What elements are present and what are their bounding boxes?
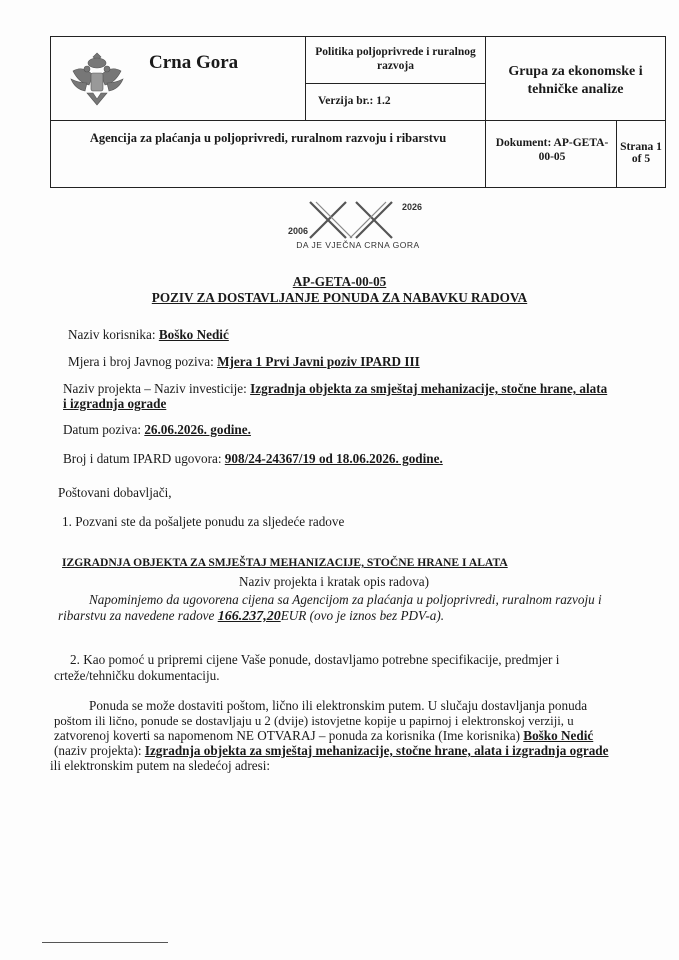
measure-value: Mjera 1 Prvi Javni poziv IPARD III <box>217 354 420 369</box>
p3-line3-text: zatvorenoj koverti sa napomenom NE OTVARAJ – ponuda za korisnika (Ime korisnika) <box>54 728 520 743</box>
header-version-cell <box>306 84 486 121</box>
note-line2-pre: ribarstvu za navedene radove <box>58 608 215 623</box>
header-table <box>50 36 666 188</box>
contract-label: Broj i datum IPARD ugovora: <box>63 451 222 466</box>
date-field <box>63 422 251 438</box>
item2-line2: crteže/tehničku dokumentaciju. <box>54 668 220 683</box>
montenegro-coat-of-arms-icon <box>65 49 129 111</box>
contract-field <box>63 451 443 467</box>
header-country-cell <box>51 37 306 121</box>
p3-user: Boško Nedić <box>523 728 594 743</box>
project-value-line2: i izgradnja ograde <box>63 396 167 411</box>
p3-line4-pre: (naziv projekta): <box>54 743 142 758</box>
note-line2 <box>58 608 444 625</box>
header-page-cell <box>617 121 665 187</box>
document-code: AP-GETA-00-05 <box>292 274 387 289</box>
greeting: Poštovani dobavljači, <box>58 485 172 500</box>
contract-value: 908/24-24367/19 od 18.06.2026. godine. <box>224 451 443 466</box>
group-label: Grupa za ekonomske i tehničke analize <box>508 64 643 97</box>
country-name: Crna Gora <box>149 52 239 73</box>
works-title: IZGRADNJA OBJEKTA ZA SMJEŠTAJ MEHANIZACIJE, STOČNE HRANE I ALATA <box>62 556 508 569</box>
item2-line1: 2. Kao pomoć u pripremi cijene Vaše ponude, dostavljamo potrebne specifikacije, predmjer i <box>70 652 560 667</box>
agency-label: Agencija za plaćanja u poljoprivredi, ruralnom razvoju i ribarstvu <box>89 131 447 145</box>
document-id-label: Dokument: AP-GETA-00-05 <box>495 137 609 163</box>
date-value: 26.06.2026. godine. <box>144 422 251 437</box>
p3-line2: poštom ili lično, ponude se dostavljaju u 2 (dvije) istovjetne kopije u papirnoj i elektronskoj verziji, u <box>54 714 574 728</box>
project-value-line1: Izgradnja objekta za smještaj mehanizacije, stočne hrane, alata <box>250 381 608 396</box>
header-agency-cell <box>51 121 486 187</box>
p3-project: Izgradnja objekta za smještaj mehanizacije, stočne hrane, alata i izgradnja ograde <box>144 743 609 758</box>
p3-line3 <box>54 728 593 744</box>
header-group-cell <box>486 37 665 121</box>
logo-slogan: DA JE VJEČNA CRNA GORA <box>296 240 420 250</box>
user-label: Naziv korisnika: <box>68 327 156 342</box>
project-field <box>63 381 607 397</box>
p3-line4 <box>54 743 609 759</box>
note-amount: 166.237,20 <box>217 609 281 624</box>
user-field <box>68 327 229 343</box>
p3-line5: ili elektronskim putem na sledećoj adresi: <box>50 758 271 773</box>
policy-label: Politika poljoprivrede i ruralnog razvoja <box>315 46 476 72</box>
header-policy-cell <box>306 37 486 84</box>
header-document-cell <box>486 121 617 187</box>
p3-line1: Ponuda se može dostaviti poštom, lično ili elektronskim putem. U slučaju dostavljanja ponuda <box>89 698 588 713</box>
logo-year-start: 2006 <box>288 226 309 236</box>
page-number-label: Strana 1 of 5 <box>620 141 662 165</box>
user-value: Boško Nedić <box>158 327 229 342</box>
page-title: POZIV ZA DOSTAVLJANJE PONUDA ZA NABAVKU RADOVA <box>151 290 528 305</box>
date-label: Datum poziva: <box>63 422 142 437</box>
measure-label: Mjera i broj Javnog poziva: <box>68 354 214 369</box>
version-label: Verzija br.: 1.2 <box>318 95 391 107</box>
works-caption: Naziv projekta i kratak opis radova) <box>239 574 430 589</box>
note-line1: Napominjemo da ugovorena cijena sa Agencijom za plaćanja u poljoprivredi, ruralnom razvoju i <box>89 592 602 607</box>
footnote-divider <box>42 942 168 943</box>
measure-field <box>68 354 420 370</box>
jubilee-logo <box>268 196 448 254</box>
item1-text: 1. Pozvani ste da pošaljete ponudu za sljedeće radove <box>62 514 345 529</box>
note-line2-post: EUR (ovo je iznos bez PDV-a). <box>280 608 445 623</box>
project-label: Naziv projekta – Naziv investicije: <box>63 381 247 396</box>
logo-year-end: 2026 <box>402 202 423 212</box>
